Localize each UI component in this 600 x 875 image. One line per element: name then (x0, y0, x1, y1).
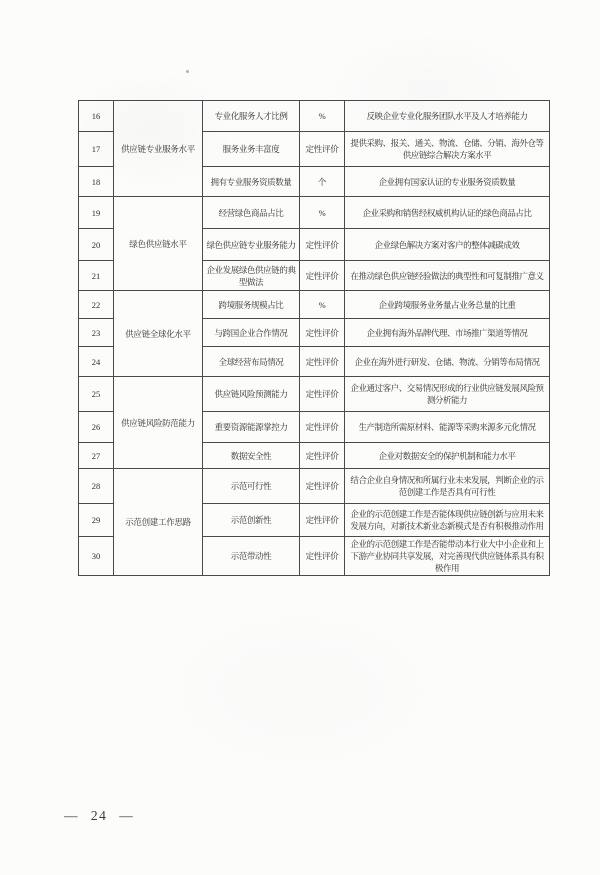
table-row (79, 469, 550, 504)
category-cell: 供应链专业服务水平 (114, 101, 203, 197)
row-number-cell: 16 (79, 101, 114, 132)
table-row (79, 377, 550, 412)
description-cell: 企业通过客户、交易情况形成的行业供应链发展风险预测分析能力 (345, 377, 550, 412)
row-number-cell: 23 (79, 319, 114, 347)
description-cell: 企业对数据安全的保护机制和能力水平 (345, 443, 550, 469)
description-cell: 企业在海外进行研发、仓储、物流、分销等布局情况 (345, 347, 550, 377)
description-cell: 结合企业自身情况和所属行业未来发展，判断企业的示范创建工作是否具有可行性 (345, 469, 550, 504)
description-cell: 企业的示范创建工作是否能带动本行业大中小企业和上下游产业协同共享发展，对完善现代供应链体系具有积极作用 (345, 537, 550, 576)
row-number-cell: 28 (79, 469, 114, 504)
category-cell: 绿色供应链水平 (114, 197, 203, 291)
evaluation-cell: 定性评价 (300, 261, 345, 291)
evaluation-cell: % (300, 291, 345, 319)
evaluation-cell: 定性评价 (300, 229, 345, 261)
description-cell: 企业拥有海外品牌代理、市场推广渠道等情况 (345, 319, 550, 347)
row-number-cell: 25 (79, 377, 114, 412)
indicator-cell: 拥有专业服务资质数量 (203, 167, 300, 197)
indicator-cell: 示范创新性 (203, 504, 300, 537)
scan-artifact-dot (186, 70, 189, 73)
row-number-cell: 29 (79, 504, 114, 537)
description-cell: 反映企业专业化服务团队水平及人才培养能力 (345, 101, 550, 132)
table-row (79, 291, 550, 319)
description-cell: 提供采购、报关、通关、物流、仓储、分销、海外仓等供应链综合解决方案水平 (345, 132, 550, 167)
row-number-cell: 22 (79, 291, 114, 319)
evaluation-cell: 定性评价 (300, 412, 345, 443)
description-cell: 企业的示范创建工作是否能体现供应链创新与应用未来发展方向，对新技术新业态新模式是否有积极推动作用 (345, 504, 550, 537)
description-cell: 企业拥有国家认证的专业服务资质数量 (345, 167, 550, 197)
indicator-cell: 全球经营布局情况 (203, 347, 300, 377)
description-cell: 生产制造所需原材料、能源等采购来源多元化情况 (345, 412, 550, 443)
row-number-cell: 24 (79, 347, 114, 377)
evaluation-cell: 定性评价 (300, 377, 345, 412)
indicator-cell: 示范可行性 (203, 469, 300, 504)
indicator-cell: 重要资源能源掌控力 (203, 412, 300, 443)
description-cell: 企业跨境服务业务量占业务总量的比重 (345, 291, 550, 319)
evaluation-cell: 定性评价 (300, 537, 345, 576)
description-cell: 企业绿色解决方案对客户的整体减碳成效 (345, 229, 550, 261)
evaluation-cell: 定性评价 (300, 504, 345, 537)
evaluation-cell: 个 (300, 167, 345, 197)
table-row (79, 101, 550, 132)
indicator-cell: 与跨国企业合作情况 (203, 319, 300, 347)
table-row (79, 197, 550, 229)
row-number-cell: 27 (79, 443, 114, 469)
indicator-cell: 服务业务丰富度 (203, 132, 300, 167)
description-cell: 在推动绿色供应链经验做法的典型性和可复制推广意义 (345, 261, 550, 291)
row-number-cell: 17 (79, 132, 114, 167)
category-cell: 供应链风险防范能力 (114, 377, 203, 469)
indicator-cell: 专业化服务人才比例 (203, 101, 300, 132)
indicator-table (78, 100, 550, 576)
evaluation-cell: 定性评价 (300, 469, 345, 504)
category-cell: 示范创建工作思路 (114, 469, 203, 576)
evaluation-cell: 定性评价 (300, 347, 345, 377)
row-number-cell: 20 (79, 229, 114, 261)
evaluation-cell: 定性评价 (300, 443, 345, 469)
evaluation-cell: % (300, 101, 345, 132)
row-number-cell: 21 (79, 261, 114, 291)
page-number: — 24 — (64, 808, 135, 823)
indicator-cell: 绿色供应链专业服务能力 (203, 229, 300, 261)
description-cell: 企业采购和销售经权威机构认证的绿色商品占比 (345, 197, 550, 229)
evaluation-cell: 定性评价 (300, 132, 345, 167)
evaluation-cell: % (300, 197, 345, 229)
indicator-cell: 企业发展绿色供应链的典型做法 (203, 261, 300, 291)
indicator-cell: 供应链风险预测能力 (203, 377, 300, 412)
indicator-cell: 示范带动性 (203, 537, 300, 576)
indicator-cell: 跨境服务规模占比 (203, 291, 300, 319)
evaluation-cell: 定性评价 (300, 319, 345, 347)
row-number-cell: 26 (79, 412, 114, 443)
indicator-cell: 经营绿色商品占比 (203, 197, 300, 229)
indicator-cell: 数据安全性 (203, 443, 300, 469)
row-number-cell: 18 (79, 167, 114, 197)
row-number-cell: 19 (79, 197, 114, 229)
category-cell: 供应链全球化水平 (114, 291, 203, 377)
indicator-table-body (79, 101, 550, 576)
row-number-cell: 30 (79, 537, 114, 576)
